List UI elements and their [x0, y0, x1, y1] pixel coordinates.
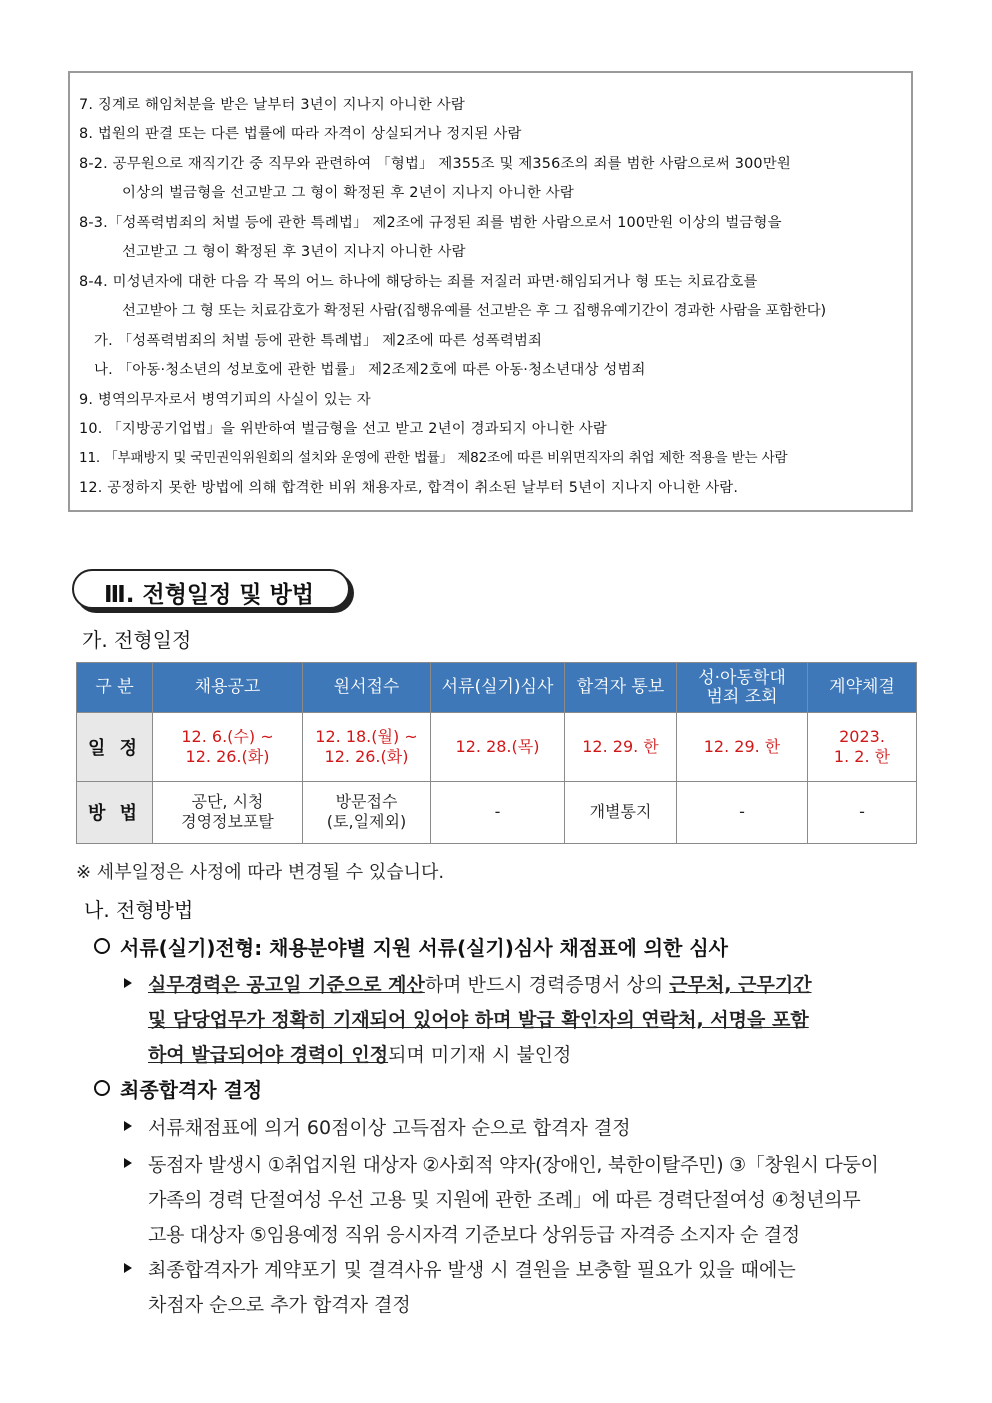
header-document-review: 서류(실기)심사	[431, 663, 565, 713]
cell-notification-date: 12. 29. 한	[565, 713, 677, 781]
method-final-decision-title	[94, 1074, 262, 1103]
circle-bullet-icon	[94, 1080, 110, 1096]
cell-announcement-method-line2: 경영정보포탈	[181, 812, 274, 832]
method-document-review-text: 서류(실기)전형: 채용분야별 지원 서류(실기)심사 채점표에 의한 심사	[120, 936, 728, 960]
cell-application-date	[303, 713, 431, 781]
header-crime-check-line1: 성·아동학대	[698, 667, 786, 688]
section-title: Ⅲ. 전형일정 및 방법	[104, 582, 315, 608]
cell-announcement-date-line1: 12. 6.(수) ~	[181, 726, 274, 746]
header-category: 구 분	[77, 663, 153, 713]
schedule-table	[76, 662, 917, 844]
cell-announcement-method	[153, 781, 303, 843]
method2-line6: 차점자 순으로 추가 합격자 결정	[148, 1294, 411, 1316]
triangle-bullet-icon	[124, 978, 132, 988]
header-crime-check	[677, 663, 808, 713]
cell-application-method-line1: 방문접수	[335, 792, 398, 812]
method1-emphasis-1: 실무경력은 공고일 기준으로 계산	[148, 974, 425, 996]
header-application: 원서접수	[303, 663, 431, 713]
method-final-decision-text: 최종합격자 결정	[120, 1078, 263, 1102]
cell-contract-date-line1: 2023.	[839, 726, 885, 746]
disq-item-8-4-ga: 가. 「성폭력범죄의 처벌 등에 관한 특례법」 제2조에 따른 성폭력범죄	[94, 333, 543, 349]
cell-review-date: 12. 28.(목)	[431, 713, 565, 781]
section-title-box	[72, 569, 350, 609]
header-announcement: 채용공고	[153, 663, 303, 713]
table-row-method	[77, 781, 917, 843]
disq-item-9: 9. 병역의무자로서 병역기피의 사실이 있는 자	[79, 392, 371, 408]
cell-review-method: -	[431, 781, 565, 843]
row-label-method: 방 법	[77, 781, 153, 843]
method1-line3	[148, 1040, 571, 1067]
cell-application-date-line2: 12. 26.(화)	[324, 746, 409, 766]
disq-item-8: 8. 법원의 판결 또는 다른 법률에 따라 자격이 상실되거나 정지된 사람	[79, 126, 522, 142]
cell-contract-date-line2: 1. 2. 한	[833, 746, 891, 766]
schedule-note: ※ 세부일정은 사정에 따라 변경될 수 있습니다.	[76, 862, 445, 883]
disq-item-11: 11. 「부패방지 및 국민권익위원회의 설치와 운영에 관한 법률」 제82조에 따른 비위면직자의 취업 제한 적용을 받는 사람	[79, 450, 788, 466]
method2-line2: 동점자 발생시 ①취업지원 대상자 ②사회적 약자(장애인, 북한이탈주민) ③「창원시 다둥이	[148, 1154, 879, 1176]
triangle-bullet-icon	[124, 1121, 132, 1131]
disq-item-8-3-cont: 선고받고 그 형이 확정된 후 3년이 지나지 아니한 사람	[122, 244, 466, 260]
method1-line1	[148, 970, 812, 997]
cell-announcement-method-line1: 공단, 시청	[191, 792, 264, 812]
disq-item-8-4-cont: 선고받아 그 형 또는 치료감호가 확정된 사람(집행유예를 선고받은 후 그 집행유예기간이 경과한 사람을 포함한다)	[122, 303, 827, 319]
disq-item-8-2-cont: 이상의 벌금형을 선고받고 그 형이 확정된 후 2년이 지나지 아니한 사람	[122, 185, 574, 201]
cell-announcement-date	[153, 713, 303, 781]
method1-text-2: 되며 미기재 시 불인정	[388, 1044, 572, 1066]
method1-emphasis-4: 하여 발급되어야 경력이 인정	[148, 1044, 389, 1066]
method1-text-1: 하며 반드시 경력증명서 상의	[424, 974, 670, 996]
method2-line5: 최종합격자가 계약포기 및 결격사유 발생 시 결원을 보충할 필요가 있을 때에는	[148, 1259, 796, 1281]
cell-contract-date	[808, 713, 917, 781]
method1-emphasis-3: 및 담당업무가 정확히 기재되어 있어야 하며 발급 확인자의 연락처, 서명을 포함	[148, 1009, 809, 1031]
triangle-bullet-icon	[124, 1158, 132, 1168]
cell-contract-method: -	[808, 781, 917, 843]
cell-application-method	[303, 781, 431, 843]
disqualification-box	[68, 71, 913, 512]
table-row-schedule	[77, 713, 917, 781]
header-crime-check-line2: 범죄 조회	[706, 686, 778, 707]
method1-line2	[148, 1005, 809, 1032]
disq-item-7: 7. 징계로 해임처분을 받은 날부터 3년이 지나지 아니한 사람	[79, 97, 466, 113]
method2-line1: 서류채점표에 의거 60점이상 고득점자 순으로 합격자 결정	[148, 1117, 631, 1139]
triangle-bullet-icon	[124, 1263, 132, 1273]
cell-crime-check-date: 12. 29. 한	[677, 713, 808, 781]
method-document-review-title	[94, 932, 728, 961]
cell-announcement-date-line2: 12. 26.(화)	[185, 746, 270, 766]
method1-emphasis-2: 근무처, 근무기간	[669, 974, 812, 996]
sub-heading-schedule: 가. 전형일정	[82, 628, 192, 652]
cell-notification-method: 개별통지	[565, 781, 677, 843]
cell-application-method-line2: (토,일제외)	[326, 812, 407, 832]
table-header-row	[77, 663, 917, 713]
header-contract: 계약체결	[808, 663, 917, 713]
disq-item-12: 12. 공정하지 못한 방법에 의해 합격한 비위 채용자로, 합격이 취소된 날부터 5년이 지나지 아니한 사람.	[79, 480, 739, 496]
cell-application-date-line1: 12. 18.(월) ~	[315, 726, 418, 746]
cell-crime-check-method: -	[677, 781, 808, 843]
disq-item-10: 10. 「지방공기업법」을 위반하여 벌금형을 선고 받고 2년이 경과되지 아니한 사람	[79, 421, 608, 437]
disq-item-8-4: 8-4. 미성년자에 대한 다음 각 목의 어느 하나에 해당하는 죄를 저질러 파면·해임되거나 형 또는 치료감호를	[79, 274, 758, 290]
circle-bullet-icon	[94, 938, 110, 954]
header-notification: 합격자 통보	[565, 663, 677, 713]
sub-heading-method: 나. 전형방법	[84, 898, 194, 922]
disq-item-8-4-na: 나. 「아동·청소년의 성보호에 관한 법률」 제2조제2호에 따른 아동·청소년대상 성범죄	[94, 362, 646, 378]
method2-line3: 가족의 경력 단절여성 우선 고용 및 지원에 관한 조례」에 따른 경력단절여성 ④청년의무	[148, 1189, 861, 1211]
disq-item-8-2: 8-2. 공무원으로 재직기간 중 직무와 관련하여 「형법」 제355조 및 제356조의 죄를 범한 사람으로써 300만원	[79, 156, 791, 172]
row-label-schedule: 일 정	[77, 713, 153, 781]
method2-line4: 고용 대상자 ⑤임용예정 직위 응시자격 기준보다 상위등급 자격증 소지자 순 결정	[148, 1224, 800, 1246]
disq-item-8-3: 8-3.「성폭력범죄의 처벌 등에 관한 특례법」 제2조에 규정된 죄를 범한 사람으로서 100만원 이상의 벌금형을	[79, 215, 782, 231]
